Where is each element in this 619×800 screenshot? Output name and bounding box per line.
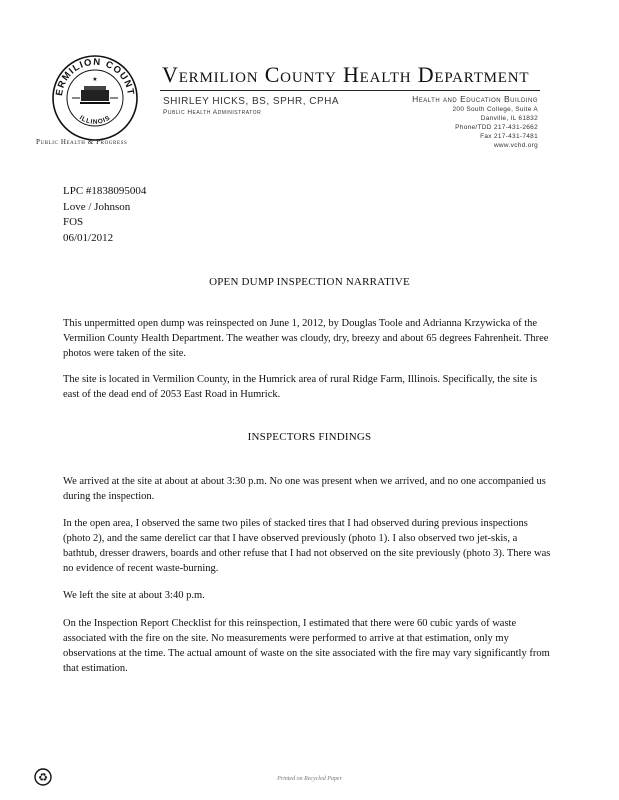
lpc-number: LPC #1838095004 bbox=[63, 185, 147, 197]
seal-text-bottom: ILLINOIS bbox=[78, 114, 112, 126]
administrator-title: Public Health Administrator bbox=[163, 109, 262, 116]
header-rule bbox=[160, 90, 540, 91]
document-date: 06/01/2012 bbox=[63, 231, 114, 244]
address-city: Danville, IL 61832 bbox=[480, 115, 538, 122]
office-code: FOS bbox=[63, 216, 84, 228]
address-phone: Phone/TDD 217-431-2662 bbox=[455, 124, 538, 131]
findings-paragraph: We arrived at the site at about at about 3:30 p.m. No one was present when we arrived, and no one accompanied us during the inspection. bbox=[63, 476, 546, 502]
administrator-name: SHIRLEY HICKS, BS, SPHR, CPHA bbox=[163, 96, 340, 107]
county-seal bbox=[50, 53, 140, 143]
address-building: Health and Education Building bbox=[412, 94, 538, 104]
address-block bbox=[412, 94, 538, 150]
findings-paragraph: On the Inspection Report Checklist for this reinspection, I estimated that there were 60 cubic yards of waste associated with the fire on the site. No measurements were performed to arrive at that estimation, only my observations at the time. The actual amount of waste on the site associated with the fire may vary significantly from that estimation. bbox=[63, 618, 550, 674]
svg-text:♻: ♻ bbox=[38, 772, 48, 784]
address-web: www.vchd.org bbox=[493, 142, 538, 149]
address-street: 200 South College, Suite A bbox=[452, 106, 538, 113]
narrative-paragraph: The site is located in Vermilion County, in the Humrick area of rural Ridge Farm, Illinois. Specifically, the site is east of the dead end of 2053 East Road in Humrick. bbox=[63, 374, 538, 400]
seal-text-top: ERMILION COUNT bbox=[53, 56, 137, 97]
findings-title: INSPECTORS FINDINGS bbox=[247, 431, 372, 443]
reference-block bbox=[63, 184, 146, 246]
svg-text:★: ★ bbox=[92, 77, 98, 83]
svg-text:ILLINOIS bbox=[78, 114, 112, 126]
findings-paragraph: We left the site at about 3:40 p.m. bbox=[63, 590, 205, 601]
findings-paragraph: In the open area, I observed the same two piles of stacked tires that I had observed during previous inspections (photo 2), and the same derelict car that I have observed previously (photo 1). I also observed two jet-skis, a bathtub, dresser drawers, boards and other refuse that I had not observed on the site previously (photo 3). There was no evidence of recent waste-burning. bbox=[63, 518, 551, 574]
narrative-paragraph: This unpermitted open dump was reinspected on June 1, 2012, by Douglas Toole and Adrianna Krzywicka of the Vermilion County Health Department. The weather was cloudy, dry, breezy and about 65 degrees Fahrenheit. Three photos were taken of the site. bbox=[63, 318, 549, 359]
narrative-title: OPEN DUMP INSPECTION NARRATIVE bbox=[209, 276, 410, 288]
department-name: Vermilion County Health Department bbox=[162, 62, 530, 87]
site-name: Love / Johnson bbox=[63, 200, 131, 213]
footer-note: Printed on Recycled Paper bbox=[277, 776, 342, 782]
address-fax: Fax 217-431-7481 bbox=[480, 133, 538, 140]
motto: Public Health & Progress bbox=[36, 138, 128, 146]
